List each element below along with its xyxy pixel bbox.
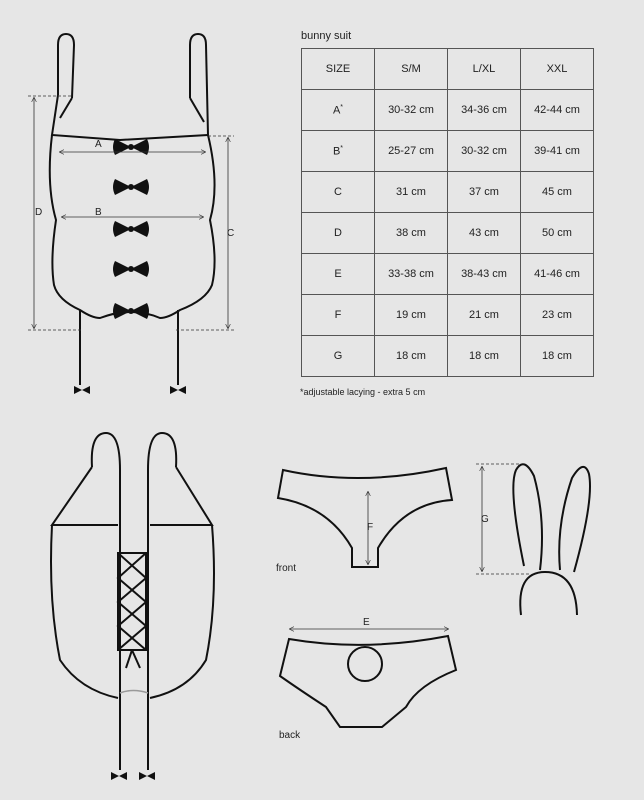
table-footnote: *adjustable lacying - extra 5 cm (300, 387, 426, 397)
header-cell: XXL (521, 49, 594, 90)
table-row (302, 254, 594, 295)
bow-icon (113, 261, 149, 277)
table-cell: 38-43 cm (448, 254, 521, 295)
table-cell: 39-41 cm (521, 131, 594, 172)
bow-icon (113, 139, 149, 155)
dimension-label-c: C (227, 228, 235, 239)
table-cell: 30-32 cm (375, 90, 448, 131)
table-cell: 18 cm (448, 336, 521, 377)
bodysuit-back-drawing (51, 433, 214, 770)
header-cell: L/XL (448, 49, 521, 90)
table-row (302, 131, 594, 172)
table-cell: 50 cm (521, 213, 594, 254)
table-cell: 33-38 cm (375, 254, 448, 295)
front-caption: front (276, 563, 297, 574)
dimension-label-a: A (95, 139, 102, 150)
mini-bow-icon (74, 386, 90, 394)
bunny-ears-drawing (513, 464, 590, 615)
panties-back-drawing (280, 636, 456, 727)
bow-icon (113, 303, 149, 319)
table-cell: 19 cm (375, 295, 448, 336)
dimension-label-g: G (481, 514, 489, 525)
table-cell: 18 cm (375, 336, 448, 377)
table-cell: 31 cm (375, 172, 448, 213)
table-row (302, 336, 594, 377)
row-label: B* (302, 131, 375, 172)
row-label: D (302, 213, 375, 254)
table-row (302, 213, 594, 254)
header-cell: S/M (375, 49, 448, 90)
mini-bow-icon (139, 772, 155, 780)
table-cell: 34-36 cm (448, 90, 521, 131)
row-label: E (302, 254, 375, 295)
stitch-line (120, 691, 148, 694)
dimension-label-d: D (35, 207, 43, 218)
table-title: bunny suit (301, 30, 352, 42)
table-cell: 45 cm (521, 172, 594, 213)
table-cell: 30-32 cm (448, 131, 521, 172)
table-row (302, 90, 594, 131)
table-row (302, 295, 594, 336)
row-label: G (302, 336, 375, 377)
panties-front-drawing (278, 468, 452, 567)
row-label: F (302, 295, 375, 336)
bow-icon (113, 221, 149, 237)
dimension-label-f: F (367, 522, 374, 533)
table-cell: 21 cm (448, 295, 521, 336)
header-cell: SIZE (302, 49, 375, 90)
dimension-label-b: B (95, 207, 102, 218)
bodysuit-front-drawing (50, 34, 215, 385)
table-cell: 42-44 cm (521, 90, 594, 131)
row-label: C (302, 172, 375, 213)
table-cell: 18 cm (521, 336, 594, 377)
table-cell: 38 cm (375, 213, 448, 254)
mini-bow-icon (111, 772, 127, 780)
bow-icon (113, 179, 149, 195)
back-caption: back (279, 730, 301, 741)
table-cell: 25-27 cm (375, 131, 448, 172)
table-cell: 43 cm (448, 213, 521, 254)
mini-bow-icon (170, 386, 186, 394)
size-table (301, 48, 594, 377)
table-cell: 37 cm (448, 172, 521, 213)
table-cell: 41-46 cm (521, 254, 594, 295)
row-label: A* (302, 90, 375, 131)
table-cell: 23 cm (521, 295, 594, 336)
dimension-label-e: E (363, 617, 370, 628)
table-header-row (302, 49, 594, 90)
table-row (302, 172, 594, 213)
